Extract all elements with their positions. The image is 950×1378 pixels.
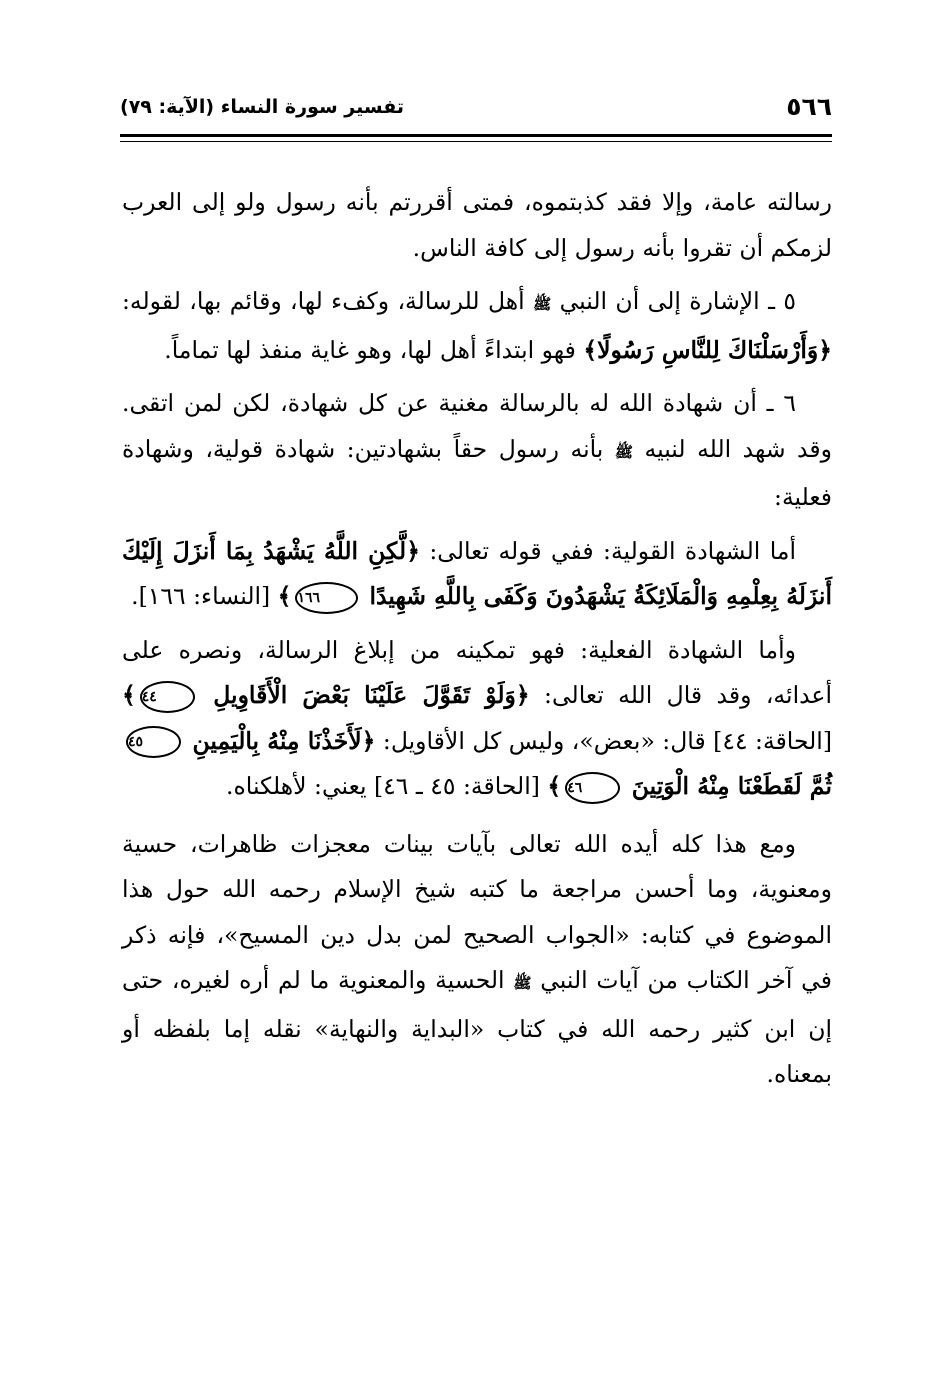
paragraph-5 [122,628,832,810]
ayah-number-marker: ٤٤ [140,681,195,713]
ayah-number-marker: ٤٦ [565,772,620,804]
page-body [122,180,832,1098]
quran-reference: [النساء: ١٦٦]. [131,582,271,610]
paragraph-6-text-b: الحسية والمعنوية ما لم أره لغيره، حتى إن ابن كثير رحمه الله في كتاب «البداية والنهاية» نقله إما بلفظه أو بمعناه. [122,966,832,1088]
page-number: ٥٦٦ [786,92,832,121]
paragraph-3-text-a: ٦ ـ أن شهادة الله له بالرسالة مغنية عن كل شهادة، لكن لمن اتقى. وقد شهد الله لنبيه [122,389,832,463]
quran-quote: ثُمَّ لَقَطَعْنَا مِنْهُ الْوَتِينَ [631,772,832,800]
paragraph-2-text-a: ٥ ـ الإشارة إلى أن النبي [559,287,796,315]
quran-quote-close: ﴾ [547,772,562,800]
paragraph-2-text-c: فهو ابتداءً أهل لها، وهو غاية منفذ لها تماماً. [164,335,576,364]
paragraph-5-text-a: وأما الشهادة الفعلية: فهو تمكينه من إبلاغ الرسالة، ونصره على أعدائه، وقد قال الله تعالى: [122,635,832,709]
quran-quote-close: ﴾ [277,582,292,610]
paragraph-6-text-a: ومع هذا كله أيده الله تعالى بآيات بينات معجزات ظاهرات، حسية ومعنوية، وما أحسن مراجعة ما كتبه شيخ الإسلام رحمه الله حول هذا الموضوع في كتابه: «الجواب الصحيح لمن بدل دين المسيح»، فإنه ذكر في آخر الكتاب من آيات النبي [122,829,832,994]
ayah-number-marker: ١٦٦ [295,582,358,614]
paragraph-3-text-b: بأنه رسول حقاً بشهادتين: شهادة قولية، وشهادة فعلية: [122,434,832,511]
paragraph-4-text-a: أما الشهادة القولية: ففي قوله تعالى: [429,536,796,565]
honorific-glyph: ﷺ [614,442,633,461]
ayah-number-marker: ٤٥ [126,726,181,758]
paragraph-2-text-b: أهل للرسالة، وكفء لها، وقائم بها، لقوله: [122,287,525,315]
paragraph-2 [122,279,832,373]
page-header [120,92,832,132]
paragraph-1 [122,180,832,271]
paragraph-3 [122,381,832,521]
running-title: تفسير سورة النساء (الآية: ٧٩) [120,96,405,118]
quran-quote: ﴿وَلَوْ تَقَوَّلَ عَلَيْنَا بَعْضَ الْأَقَاوِيلِ [213,681,530,709]
paragraph-1-text: رسالته عامة، وإلا فقد كذبتموه، فمتى أقررتم بأنه رسول ولو إلى العرب لزمكم أن تقروا بأنه رسول إلى كافة الناس. [122,188,832,262]
quran-quote: ﴿وَأَرْسَلْنَاكَ لِلنَّاسِ رَسُولًا﴾ [583,335,832,364]
honorific-glyph: ﷺ [533,295,552,313]
header-rule-thin [120,141,832,142]
paragraph-5-text-b: [الحاقة: ٤٤] قال: «بعض»، وليس كل الأقاويل: [382,726,832,755]
paragraph-6 [122,822,832,1098]
header-rule-thick [120,134,832,137]
honorific-glyph: ﷺ [513,974,532,992]
quran-quote-close: ﴾ [122,681,136,709]
paragraph-5-text-c: [الحاقة: ٤٥ ـ ٤٦] يعني: لأهلكناه. [226,772,540,800]
quran-quote: ﴿لَأَخَذْنَا مِنْهُ بِالْيَمِينِ [192,726,376,755]
paragraph-4 [122,529,832,620]
quran-quote: ﴿لَّكِنِ اللَّهُ يَشْهَدُ بِمَا أَنزَلَ إِلَيْكَ أَنزَلَهُ بِعِلْمِهِ وَالْمَلَائِكَةُ يَشْهَدُونَ وَكَفَى بِاللَّهِ شَهِيدًا [122,536,832,610]
